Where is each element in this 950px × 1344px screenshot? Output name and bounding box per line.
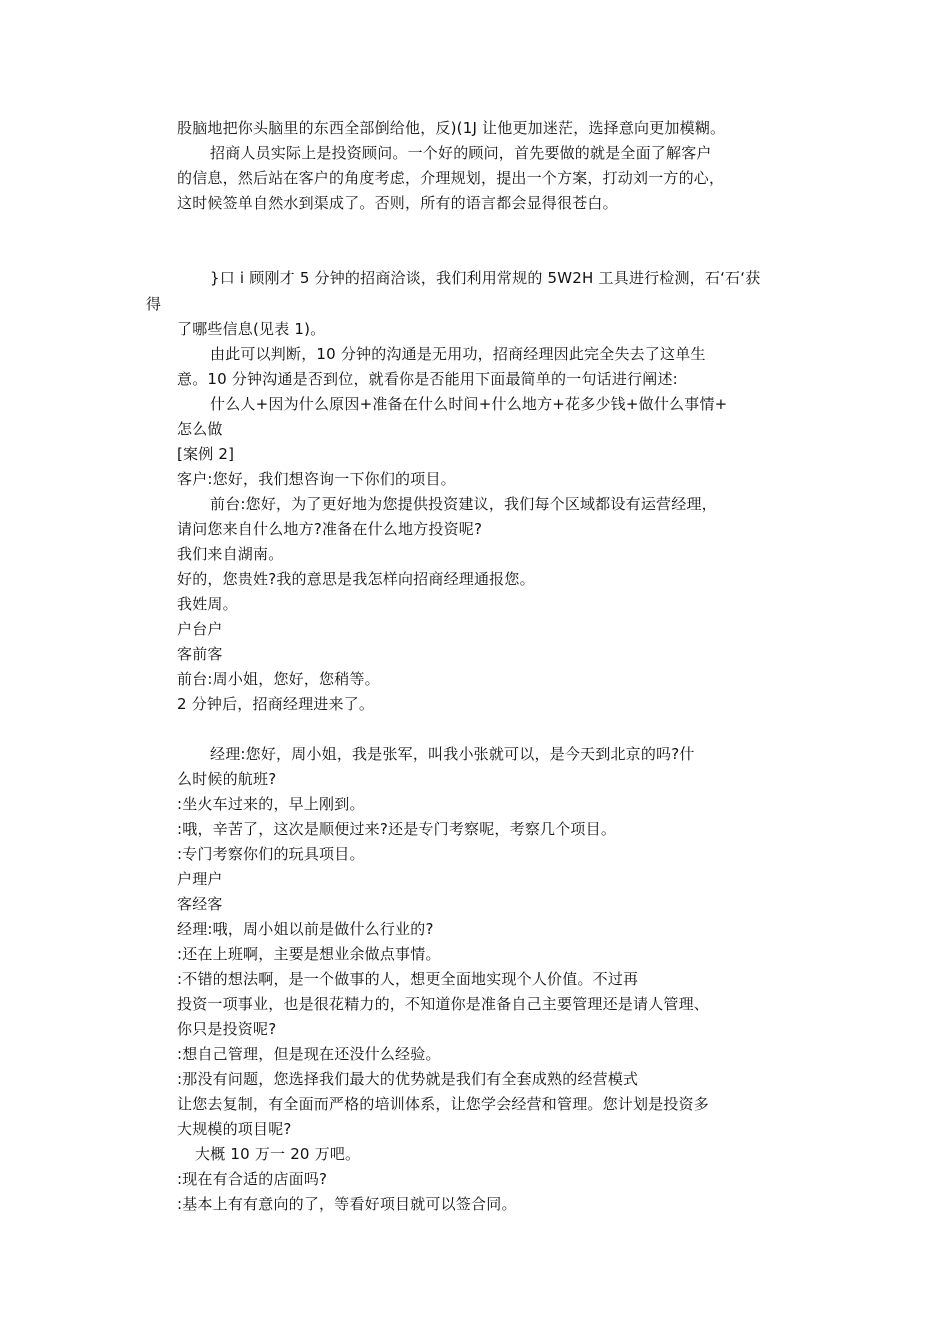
text-line: 前台:您好，为了更好地为您提供投资建议，我们每个区域都设有运营经理， — [210, 495, 717, 513]
text-line: 我们来自湖南。 — [177, 545, 284, 563]
text-line: 这时候签单自然水到渠成了。否则，所有的语言都会显得很苍白。 — [177, 194, 618, 212]
text-line: :坐火车过来的，早上刚到。 — [177, 795, 365, 813]
text-line: 股脑地把你头脑里的东西全部倒给他，反)(1J 让他更加迷茫，选择意向更加模糊。 — [177, 119, 726, 137]
text-line: :不错的想法啊，是一个做事的人，想更全面地实现个人价值。不过再 — [177, 970, 639, 988]
text-line: 2 分钟后，招商经理进来了。 — [177, 695, 375, 713]
text-line: :那没有问题，您选择我们最大的优势就是我们有全套成熟的经营模式 — [177, 1070, 639, 1088]
text-line: :现在有合适的店面吗? — [177, 1170, 328, 1188]
text-line: 么时候的航班? — [177, 770, 277, 788]
text-line: 由此可以判断，10 分钟的沟通是无用功，招商经理因此完全失去了这单生 — [210, 345, 706, 363]
text-line: 前台:周小姐，您好，您稍等。 — [177, 670, 380, 688]
text-line: 户理户 — [177, 870, 223, 888]
text-line: 经理:哦，周小姐以前是做什么行业的? — [177, 920, 434, 938]
text-line: 好的，您贵姓?我的意思是我怎样向招商经理通报您。 — [177, 570, 535, 588]
text-line: 让您去复制，有全面而严格的培训体系，让您学会经营和管理。您计划是投资多 — [177, 1095, 710, 1113]
text-line: 了哪些信息(见表 1)。 — [177, 320, 326, 338]
text-line: 什么人+因为什么原因+准备在什么时间+什么地方+花多少钱+做什么事情+ — [210, 395, 728, 413]
text-line: 怎么做 — [177, 420, 223, 438]
text-line: 大规模的项目呢? — [177, 1120, 292, 1138]
text-line: 大概 10 万一 20 万吧。 — [195, 1145, 361, 1163]
text-line: :哦，辛苦了，这次是顺便过来?还是专门考察呢，考察几个项目。 — [177, 820, 617, 838]
text-line: }口 i 顾刚才 5 分钟的招商洽谈，我们利用常规的 5W2H 工具进行检测，石‘石‘获 — [210, 269, 761, 287]
text-line: 请问您来自什么地方?准备在什么地方投资呢? — [177, 520, 483, 538]
text-line: :基本上有有意向的了，等看好项目就可以签合同。 — [177, 1195, 517, 1213]
text-line: 投资一项事业，也是很花精力的，不知道你是准备自己主要管理还是请人管理、 — [177, 995, 710, 1013]
text-line: [案例 2] — [177, 445, 235, 463]
text-line: :还在上班啊，主要是想业余做点事情。 — [177, 945, 441, 963]
text-line: 客经客 — [177, 895, 223, 913]
text-line: 的信息，然后站在客户的角度考虑，介理规划，提出一个方案，打动刘一方的心， — [177, 169, 725, 187]
text-line: 你只是投资呢? — [177, 1020, 277, 1038]
text-line: 客前客 — [177, 645, 223, 663]
text-line: 户台户 — [177, 620, 223, 638]
text-line: 意。10 分钟沟通是否到位，就看你是否能用下面最简单的一句话进行阐述: — [177, 370, 678, 388]
text-line: :想自己管理，但是现在还没什么经验。 — [177, 1045, 441, 1063]
text-line: 得 — [146, 295, 162, 313]
text-line: 经理:您好，周小姐，我是张军，叫我小张就可以，是今天到北京的吗?什 — [210, 745, 695, 763]
text-line: :专门考察你们的玩具项目。 — [177, 845, 365, 863]
text-line: 招商人员实际上是投资顾问。一个好的顾问，首先要做的就是全面了解客户 — [210, 144, 712, 162]
text-line: 客户:您好，我们想咨询一下你们的项目。 — [177, 470, 456, 488]
text-line: 我姓周。 — [177, 595, 238, 613]
